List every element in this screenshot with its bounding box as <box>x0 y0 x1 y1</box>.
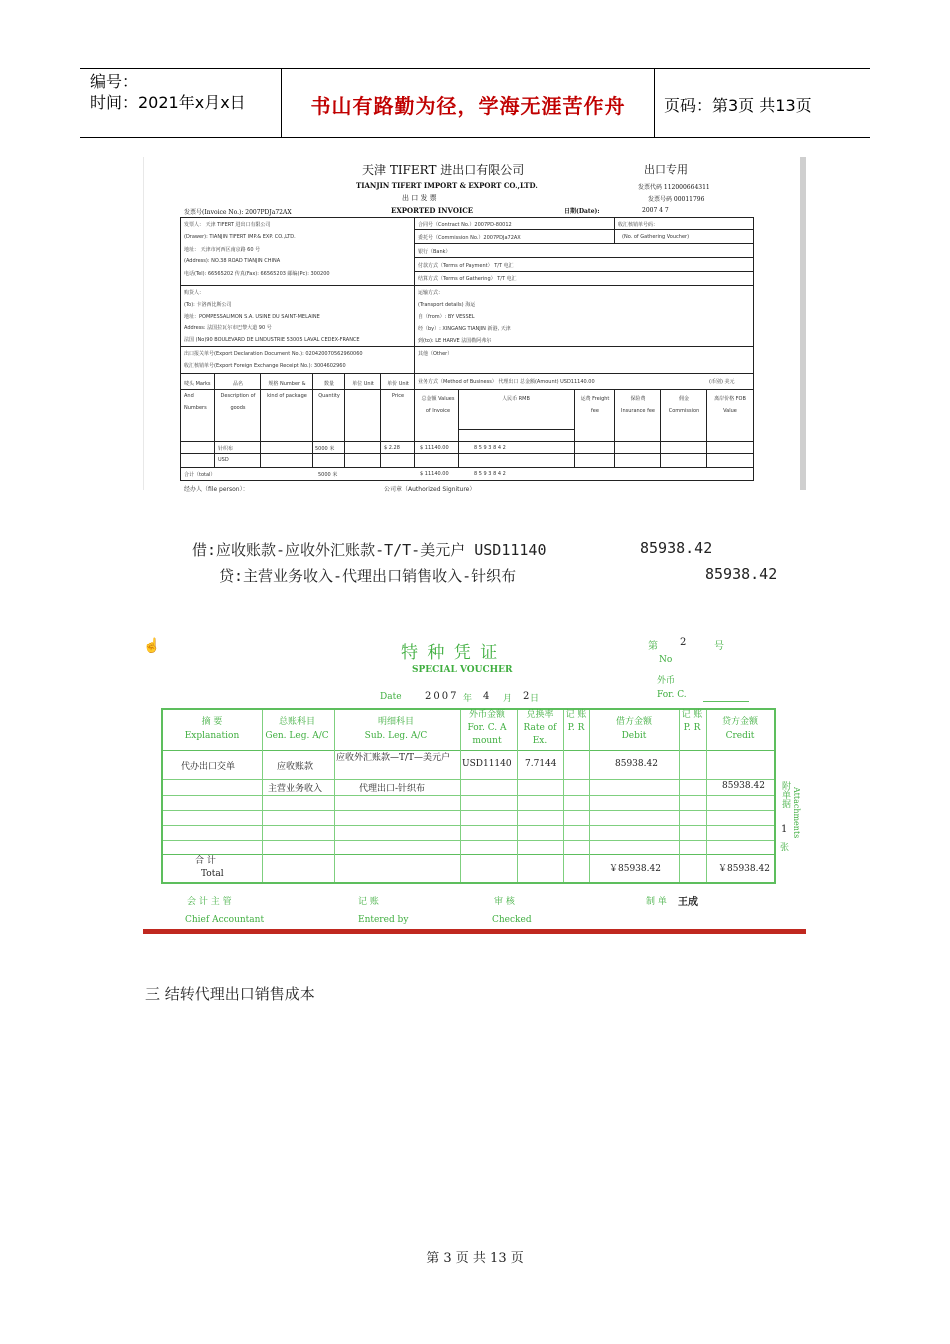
invoice-col-quantity: 数量 Quantity <box>318 381 340 399</box>
journal-debit-amount: 85938.42 <box>640 539 713 557</box>
invoice-total-quantity: 5000 米 <box>318 472 338 478</box>
voucher-fc-underline <box>703 701 749 702</box>
invoice-buyer: 购货人： <box>184 290 205 296</box>
invoice-total-value: $ 11140.00 <box>420 471 449 477</box>
voucher-row2-credit: 85938.42 <box>722 781 765 791</box>
voucher-checked-en: Checked <box>492 915 532 925</box>
voucher-col-foreign-amount <box>461 709 513 748</box>
invoice-phone: 电话(Tel): 66565202 传真(Fax): 66565203 邮编(Pc): 300200 <box>184 271 330 277</box>
header-motto: 书山有路勤为径，学海无涯苦作舟 <box>310 94 626 118</box>
voucher-col-rate-cn: 兑换率 <box>526 710 554 720</box>
invoice-col-value: 总金额 Values of Invoice <box>421 396 455 414</box>
voucher-col-debit-en: Debit <box>621 731 647 741</box>
invoice-col-rmb: 人民币 RMB <box>502 396 530 402</box>
invoice-payment: 付款方式（Terms of Payment） T/T 电汇 <box>418 263 514 269</box>
voucher-total-cn: 合 计 <box>195 856 216 866</box>
voucher-col-explanation-en: Explanation <box>184 731 240 741</box>
voucher-col-rate-en: Rate of Ex. <box>523 723 557 746</box>
invoice-receipt-en: (No. of Gathering Voucher) <box>622 234 690 240</box>
voucher-checked-cn: 审 核 <box>494 897 515 907</box>
voucher-entered-by-en: Entered by <box>358 915 409 925</box>
voucher-grid-line <box>163 779 774 780</box>
invoice-buyer-address: 地址：POMPESSALIMON S.A. USINE DU SAINT-MELAINE <box>184 314 320 320</box>
voucher-title-en: SPECIAL VOUCHER <box>412 665 513 675</box>
voucher-attachments-cn: 附单据 <box>780 781 790 808</box>
invoice-line <box>614 217 615 243</box>
header-divider-right <box>654 69 655 137</box>
header-page-label: 页码：第3页 共13页 <box>664 96 812 115</box>
invoice-row-goods: 针织布 <box>218 446 234 452</box>
invoice-line <box>458 389 459 467</box>
invoice-col-goods: 品名 Description of goods <box>220 381 256 411</box>
invoice-line <box>180 346 754 347</box>
invoice-row-quantity: 5000 米 <box>315 446 335 452</box>
invoice-bank: 银行（Bank） <box>418 249 451 255</box>
voucher-no-en: No <box>659 655 673 665</box>
voucher-grid-line <box>163 795 774 796</box>
invoice-authorized-signature: 公司章（Authorized Signiture） <box>384 486 476 493</box>
invoice-line <box>180 467 754 468</box>
invoice-line <box>180 453 754 454</box>
export-invoice-image <box>143 157 806 493</box>
voucher-row1-sub: 应收外汇账款—T/T—美元户 <box>336 753 451 763</box>
voucher-grid-line <box>163 854 774 855</box>
invoice-col-marks: 唛头 Marks And Numbers <box>184 381 211 411</box>
voucher-col-sub-ledger <box>333 715 459 743</box>
voucher-col-debit-cn: 借方金额 <box>615 717 652 727</box>
voucher-col-rate <box>517 709 563 748</box>
voucher-grid-line <box>163 810 774 811</box>
voucher-date-day-unit: 日 <box>530 694 540 704</box>
invoice-from: 自（from）: BY VESSEL <box>418 314 475 320</box>
invoice-total-digits: 8 5 9 3 8 4 2 <box>474 471 506 477</box>
invoice-row-value: $ 11140.00 <box>420 445 449 451</box>
number-label: 编号： <box>90 72 139 91</box>
invoice-line <box>414 373 415 467</box>
invoice-file-person: 经办人（file person）： <box>184 486 249 493</box>
voucher-row1-explanation: 代办出口交单 <box>181 762 236 772</box>
voucher-total-en: Total <box>201 869 224 879</box>
voucher-col-foreign-amount-cn: 外币金额 <box>468 710 505 720</box>
voucher-maker-name: 王成 <box>678 897 698 908</box>
voucher-date-year-unit: 年 <box>463 694 473 704</box>
invoice-buyer-to: (To): 卡洛西比斯公司 <box>184 302 232 308</box>
invoice-date-value: 2007 4 7 <box>642 207 669 214</box>
invoice-line <box>706 389 707 467</box>
voucher-col-sub-ledger-en: Sub. Leg. A/C <box>364 731 428 741</box>
invoice-business: 业务方式（Method of Business） 代理出口 总金额(Amount) USD11140.00 <box>418 379 595 385</box>
invoice-line <box>380 373 381 467</box>
voucher-date-month: 4 <box>483 691 490 702</box>
hand-cursor-icon: ☝ <box>143 638 161 654</box>
journal-credit-line: 贷:主营业务收入-代理出口销售收入-针织布 <box>219 567 517 585</box>
invoice-commission: 委托号（Commission No.）2007PDJa72AX <box>418 235 521 241</box>
voucher-grid-line <box>563 710 564 882</box>
invoice-receipt: 收汇核销单号码： <box>618 222 659 228</box>
voucher-col-credit-cn: 贷方金额 <box>721 717 758 727</box>
voucher-no-suffix: 号 <box>714 641 724 652</box>
invoice-buyer-address-3: 法国 (No)90 BOULEVARD DE LINDUSTRIE 53005 LAVAL CEDEX-FRANCE <box>184 337 360 343</box>
invoice-other: 其他（Other） <box>418 351 453 357</box>
invoice-export-only: 出口专用 <box>644 163 688 176</box>
invoice-address: 地址： 天津市河西区南京路 60 号 <box>184 247 261 253</box>
invoice-via: 经（by）: XINGANG TIANJIN 新港, 天津 <box>418 326 511 332</box>
invoice-company-en: TIANJIN TIFERT IMPORT & EXPORT CO.,LTD. <box>356 181 538 190</box>
invoice-col-unit: 单位 Unit <box>352 381 374 387</box>
voucher-title-cn: 特 种 凭 证 <box>401 643 500 663</box>
invoice-fx-receipt: 收汇核销单号(Export Foreign Exchange Receipt No.): 3004602960 <box>184 363 346 369</box>
invoice-number-right: 发票号码 00011796 <box>648 196 705 203</box>
voucher-no-value: 2 <box>680 637 687 648</box>
voucher-row1-debit: 85938.42 <box>615 759 658 769</box>
invoice-line <box>414 243 754 244</box>
invoice-line <box>344 373 345 467</box>
voucher-row1-foreign-amount: USD11140 <box>462 759 512 769</box>
invoice-gathering: 结算方式（Terms of Gathering） T/T 电汇 <box>418 276 517 282</box>
voucher-grid-line <box>163 750 774 751</box>
journal-debit-line: 借:应收账款-应收外汇账款-T/T-美元户 USD11140 <box>192 541 547 559</box>
invoice-line <box>414 217 415 373</box>
invoice-line <box>214 373 215 467</box>
voucher-col-debit <box>589 715 679 743</box>
invoice-line <box>414 271 754 272</box>
voucher-grid-line <box>163 825 774 826</box>
page-footer: 第 3 页 共 13 页 <box>426 1251 524 1266</box>
invoice-buyer-address-2: Address: 法国拉瓦尔市巴黎大道 90 号 <box>184 325 272 331</box>
voucher-col-gen-ledger <box>261 715 333 743</box>
voucher-chief-accountant-cn: 会 计 主 管 <box>187 897 232 907</box>
invoice-total-label: 合计（total） <box>184 472 216 478</box>
invoice-line <box>180 441 754 442</box>
invoice-col-commission: 佣金 Commission <box>668 396 700 414</box>
invoice-line <box>260 373 261 467</box>
invoice-issuer-en: (Drawer): TIANJIN TIFERT IMP.& EXP. CO.,LTD. <box>184 234 296 240</box>
invoice-title-cn: 出 口 发 票 <box>402 194 437 202</box>
invoice-line <box>414 257 754 258</box>
voucher-date-year: 2007 <box>425 691 459 702</box>
voucher-fc-en: For. C. <box>657 690 687 700</box>
invoice-col-package: 规格 Number & kind of package <box>267 381 307 399</box>
voucher-total-credit: ￥85938.42 <box>718 864 770 874</box>
invoice-issuer: 发票人： 天津 TIFERT 进出口有限公司 <box>184 222 271 228</box>
voucher-row2-gen: 主营业务收入 <box>268 784 323 794</box>
invoice-col-freight: 运费 Freight fee <box>580 396 610 414</box>
voucher-col-pr-2-en: P. R <box>683 723 701 733</box>
voucher-col-explanation-cn: 摘 要 <box>201 717 223 727</box>
invoice-transport-en: (Transport details) 海运 <box>418 302 476 308</box>
invoice-currency-tag: (币别) 美元 <box>709 379 735 385</box>
invoice-line <box>312 373 313 467</box>
voucher-col-gen-ledger-cn: 总账科目 <box>278 717 315 727</box>
invoice-col-price: 单价 Unit Price <box>387 381 409 399</box>
voucher-attachments-count: 1 <box>781 824 788 835</box>
invoice-line <box>180 373 754 374</box>
invoice-col-fob: 离岸价格 FOB Value <box>714 396 746 414</box>
voucher-entered-by-cn: 记 账 <box>358 897 379 907</box>
voucher-row1-rate: 7.7144 <box>525 759 557 769</box>
voucher-col-sub-ledger-cn: 明细科目 <box>377 717 414 727</box>
voucher-col-explanation <box>163 715 261 743</box>
special-voucher-image <box>143 632 806 936</box>
voucher-grid-line <box>163 840 774 841</box>
invoice-line <box>574 389 575 467</box>
invoice-line <box>180 285 754 286</box>
voucher-no-label: 第 <box>648 641 658 652</box>
voucher-col-gen-ledger-en: Gen. Leg. A/C <box>265 731 329 741</box>
invoice-col-insurance: 保险费 Insurance fee <box>620 396 656 414</box>
voucher-col-pr-1 <box>563 709 589 735</box>
invoice-company-cn: 天津 TIFERT 进出口有限公司 <box>362 163 525 177</box>
voucher-col-foreign-amount-en: For. C. A mount <box>467 723 507 746</box>
voucher-fc-cn: 外币 <box>657 676 676 686</box>
voucher-date-day: 2 <box>523 691 530 702</box>
voucher-total-debit: ￥85938.42 <box>609 864 661 874</box>
invoice-row-price: $ 2.28 <box>384 445 400 451</box>
invoice-transport: 运输方式： <box>418 290 444 296</box>
voucher-red-bar <box>143 929 806 934</box>
voucher-col-pr-1-cn: 记 账 <box>565 710 587 720</box>
voucher-date-month-unit: 月 <box>503 694 513 704</box>
voucher-row2-sub: 代理出口-针织布 <box>359 784 426 794</box>
invoice-declaration: 出口报关单号(Export Declaration Document No.): 020420070562960060 <box>184 351 363 357</box>
page-header <box>80 68 870 138</box>
voucher-attachments-unit: 张 <box>780 843 790 853</box>
invoice-line <box>414 229 754 230</box>
invoice-date-label: 日期(Date): <box>564 208 600 215</box>
voucher-col-credit-en: Credit <box>725 731 755 741</box>
journal-credit-amount: 85938.42 <box>705 565 778 583</box>
time-label: 时间：2021年x月x日 <box>90 93 246 112</box>
voucher-grid-line <box>679 710 680 882</box>
voucher-col-pr-2-cn: 记 账 <box>681 710 703 720</box>
voucher-attachments-en: Attachments <box>792 787 801 839</box>
invoice-address-en: (Address): NO.38 ROAD TIANJIN CHINA <box>184 258 281 264</box>
voucher-col-credit <box>705 715 775 743</box>
invoice-code: 发票代码 112000664311 <box>638 184 710 191</box>
invoice-row-digits: 8 5 9 3 8 4 2 <box>474 445 506 451</box>
voucher-col-pr-1-en: P. R <box>567 723 585 733</box>
invoice-title-en: EXPORTED INVOICE <box>391 206 474 215</box>
invoice-line <box>614 389 615 467</box>
section-title: 三 结转代理出口销售成本 <box>145 985 315 1003</box>
invoice-row-sub: USD <box>218 457 229 463</box>
invoice-line <box>660 389 661 467</box>
invoice-line <box>458 429 574 430</box>
invoice-number-label: 发票号(Invoice No.): 2007PDJa72AX <box>184 209 292 216</box>
voucher-chief-accountant-en: Chief Accountant <box>185 915 265 925</box>
invoice-to: 到(to): LE HARVE 法国勒阿弗尔 <box>418 338 492 344</box>
voucher-maker-cn: 制 单 <box>646 897 667 907</box>
voucher-col-pr-2 <box>679 709 705 735</box>
invoice-contract: 合同号（Contract No.）2007PD-80012 <box>418 222 512 228</box>
voucher-date-label: Date <box>380 692 402 702</box>
header-meta <box>90 71 246 113</box>
voucher-row1-gen: 应收账款 <box>277 762 314 772</box>
